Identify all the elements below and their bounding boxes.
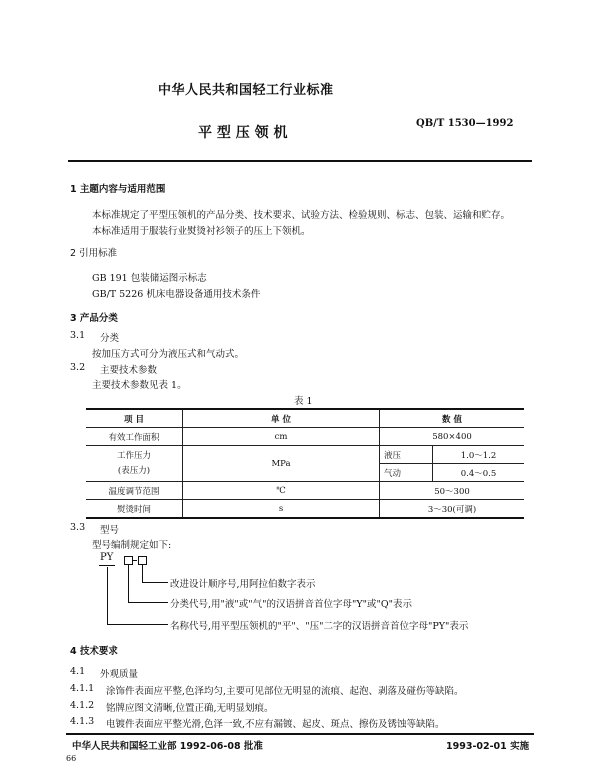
leader-2-vertical: [128, 565, 129, 603]
section-4-heading: 4 技术要求: [70, 646, 118, 657]
page-number: 66: [66, 754, 77, 763]
table-row: [86, 500, 524, 519]
model-label-2: 分类代号,用"液"或"气"的汉语拼音首位字母"Y"或"Q"表示: [170, 599, 413, 610]
cell-time-value: 3～30(可调): [380, 500, 525, 519]
cell-pressure-unit: MPa: [183, 446, 380, 482]
cell-temp-value: 50～300: [380, 482, 525, 500]
section-2-heading: 2 引用标准: [70, 248, 118, 259]
section-4-1-1-number: 4.1.1: [70, 683, 95, 694]
section-4-1-number: 4.1: [70, 666, 86, 677]
code-dash: [133, 560, 137, 561]
cell-area-item: 有效工作面积: [86, 428, 183, 446]
section-3-1-title: 分类: [100, 333, 120, 344]
cell-pneumatic-value: 0.4～0.5: [433, 464, 525, 482]
header-item: 项 目: [86, 409, 183, 428]
section-4-1-1-text: 涂饰件表面应平整,色泽均匀,主要可见部位无明显的流痕、起泡、剥落及碰伤等缺陷。: [106, 686, 464, 697]
reference-gbt5226: GB/T 5226 机床电器设备通用技术条件: [92, 289, 261, 300]
section-3-2-title: 主要技术参数: [100, 365, 158, 376]
pressure-item-line-1: 工作压力: [116, 450, 151, 461]
leader-3-horizontal: [107, 624, 168, 625]
table-row: [86, 482, 524, 500]
footer-rule: [66, 733, 534, 735]
section-1-heading: 1 主题内容与适用范围: [70, 184, 166, 195]
table-header-row: [86, 409, 524, 428]
leader-1-horizontal: [142, 582, 168, 583]
pressure-item-line-2: (表压力): [117, 465, 151, 476]
org-title: 中华人民共和国轻工行业标准: [158, 83, 334, 98]
section-4-1-title: 外观质量: [100, 669, 139, 680]
cell-temp-item: 温度调节范围: [86, 482, 183, 500]
cell-pneumatic-label: 气动: [380, 464, 433, 482]
section-1-paragraph-1: 本标准规定了平型压领机的产品分类、技术要求、试验方法、检验规则、标志、包装、运输和贮存。: [92, 210, 511, 221]
model-prefix: PY: [100, 552, 114, 563]
section-4-1-2-number: 4.1.2: [70, 700, 95, 711]
section-3-1-text: 按加压方式可分为液压式和气动式。: [92, 349, 245, 360]
table-caption: 表 1: [294, 396, 313, 407]
standard-code: QB/T 1530—1992: [416, 118, 514, 129]
prefix-underline: [99, 565, 115, 566]
parameters-table: [86, 408, 524, 519]
cell-temp-unit: ℃: [183, 482, 380, 500]
model-label-1: 改进设计顺序号,用阿拉伯数字表示: [170, 579, 316, 590]
leader-2-horizontal: [128, 602, 168, 603]
reference-gb191: GB 191 包装储运图示标志: [92, 273, 207, 284]
table-row: [86, 446, 524, 464]
leader-1-vertical: [142, 565, 143, 583]
doc-title: 平 型 压 领 机: [198, 125, 288, 141]
section-3-1-number: 3.1: [70, 330, 86, 341]
model-label-3: 名称代号,用平型压领机的"平"、"压"二字的汉语拼音首位字母"PY"表示: [170, 621, 469, 632]
section-1-paragraph-2: 本标准适用于服装行业熨烫衬衫领子的压上下领机。: [92, 226, 311, 237]
cell-pressure-item: [86, 446, 183, 482]
cell-hydraulic-value: 1.0～1.2: [433, 446, 525, 464]
leader-3-vertical: [107, 567, 108, 625]
code-box-1: [124, 556, 133, 565]
header-value: 数 值: [380, 409, 525, 428]
cell-area-unit: cm: [183, 428, 380, 446]
header-unit: 单 位: [183, 409, 380, 428]
section-3-3-title: 型号: [100, 525, 120, 536]
approval-statement: 中华人民共和国轻工业部 1992-06-08 批准: [72, 741, 263, 752]
header-rule: [68, 160, 532, 162]
section-3-2-text: 主要技术参数见表 1。: [92, 380, 187, 391]
section-4-1-3-text: 电镀件表面应平整光滑,色泽一致,不应有漏镀、起皮、斑点、擦伤及锈蚀等缺陷。: [106, 719, 445, 730]
section-3-3-number: 3.3: [70, 522, 86, 533]
section-3-2-number: 3.2: [70, 362, 86, 373]
code-box-2: [138, 556, 147, 565]
cell-time-unit: s: [183, 500, 380, 519]
effective-date: 1993-02-01 实施: [446, 741, 530, 752]
table-row: [86, 428, 524, 446]
section-3-heading: 3 产品分类: [70, 313, 118, 324]
cell-hydraulic-label: 液压: [380, 446, 433, 464]
section-4-1-2-text: 铭牌应图文清晰,位置正确,无明显划痕。: [106, 703, 274, 714]
section-3-3-text: 型号编制规定如下:: [92, 540, 172, 551]
section-4-1-3-number: 4.1.3: [70, 716, 95, 727]
cell-time-item: 熨烫时间: [86, 500, 183, 519]
cell-area-value: 580×400: [380, 428, 525, 446]
